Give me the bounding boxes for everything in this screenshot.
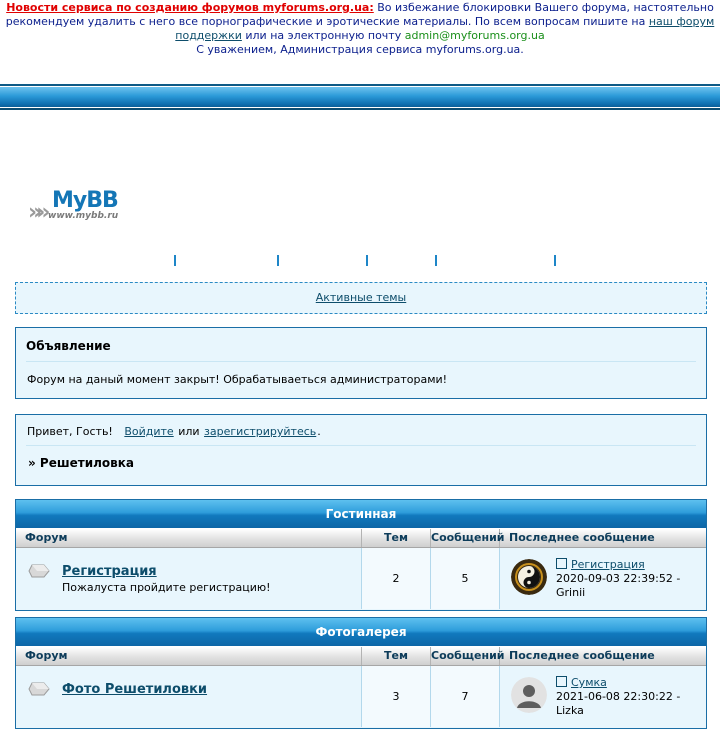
last-post-link[interactable]: Сумка: [571, 676, 607, 689]
last-post-date: 2020-09-03 22:39:52 -: [556, 572, 681, 585]
category-guest-room: [15, 499, 707, 611]
nav-separator: [277, 255, 279, 266]
user-avatar[interactable]: [511, 559, 547, 595]
header-banner: [0, 84, 720, 110]
logo-arrows-icon: »»: [28, 200, 45, 225]
col-forum: Форум: [16, 529, 362, 547]
breadcrumb: » Решетиловка: [28, 456, 134, 470]
greeting: [16, 415, 706, 445]
forum-cell: [16, 666, 362, 727]
announcement-panel: [15, 327, 707, 399]
category-title[interactable]: Фотогалерея: [16, 618, 706, 646]
forum-row: [16, 666, 706, 727]
period: .: [317, 425, 321, 438]
forum-link-registration[interactable]: Регистрация: [62, 564, 157, 579]
forum-cell: [16, 548, 362, 609]
announcement-text: Форум на даный момент закрыт! Обрабатываеться администраторами!: [27, 373, 448, 386]
column-headers: [16, 646, 706, 666]
forum-status-icon: [28, 564, 50, 578]
go-to-post-icon[interactable]: [556, 558, 567, 569]
or-text: или: [178, 425, 200, 438]
last-post-author: Grinii: [556, 586, 586, 599]
last-post-cell: [500, 666, 706, 727]
logo-url: www.mybb.ru: [48, 211, 119, 221]
col-last-post: Последнее сообщение: [509, 649, 655, 662]
forum-link-photos[interactable]: Фото Решетиловки: [62, 682, 208, 697]
notice-text: Во избежание блокировки Вашего форума, настоятельно рекомендуем удалить с него все порнографические и эротические материалы. По всем вопросам пишите на: [5, 1, 714, 28]
greeting-text: Привет, Гость!: [27, 425, 113, 438]
col-posts: Сообщений: [431, 529, 500, 547]
forum-description: Пожалуста пройдите регистрацию!: [62, 581, 271, 594]
col-posts: Сообщений: [431, 647, 500, 665]
forum-row: [16, 548, 706, 609]
site-logo[interactable]: [28, 190, 128, 226]
active-topics-link[interactable]: Активные темы: [315, 291, 407, 304]
posts-count: 7: [431, 666, 500, 727]
forum-status-icon: [28, 682, 50, 696]
last-post-author: Lizka: [556, 704, 584, 717]
col-forum: Форум: [16, 647, 362, 665]
nav-separator: [174, 255, 176, 266]
col-topics: Тем: [362, 647, 431, 665]
nav-separator: [554, 255, 556, 266]
category-title[interactable]: Гостинная: [16, 500, 706, 528]
login-link[interactable]: Войдите: [124, 425, 174, 438]
announcement-title: Объявление: [26, 339, 111, 353]
active-topics-bar: [15, 282, 707, 314]
go-to-post-icon[interactable]: [556, 676, 567, 687]
support-forum-link[interactable]: наш форум поддержки: [175, 15, 715, 42]
topics-count: 3: [362, 666, 431, 727]
topics-count: 2: [362, 548, 431, 609]
news-headline-link[interactable]: Новости сервиса по созданию форумов myforums.org.ua:: [6, 1, 374, 14]
service-notice: [0, 0, 720, 57]
welcome-panel: [15, 414, 707, 486]
nav-separator: [435, 255, 437, 266]
register-link[interactable]: зарегистрируйтесь: [204, 425, 317, 438]
col-topics: Тем: [362, 529, 431, 547]
logo-word: MyBB: [52, 188, 118, 213]
posts-count: 5: [431, 548, 500, 609]
user-avatar[interactable]: [511, 677, 547, 713]
last-post-cell: [500, 548, 706, 609]
col-last-post: Последнее сообщение: [509, 531, 655, 544]
support-email[interactable]: admin@myforums.org.ua: [404, 29, 545, 42]
notice-text-2: или на электронную почту: [241, 29, 405, 42]
notice-signature: С уважением, Администрация сервиса myforums.org.ua.: [196, 43, 524, 56]
category-photo-gallery: [15, 617, 707, 729]
last-post-date: 2021-06-08 22:30:22 -: [556, 690, 681, 703]
nav-separator: [366, 255, 368, 266]
column-headers: [16, 528, 706, 548]
last-post-link[interactable]: Регистрация: [571, 558, 645, 571]
